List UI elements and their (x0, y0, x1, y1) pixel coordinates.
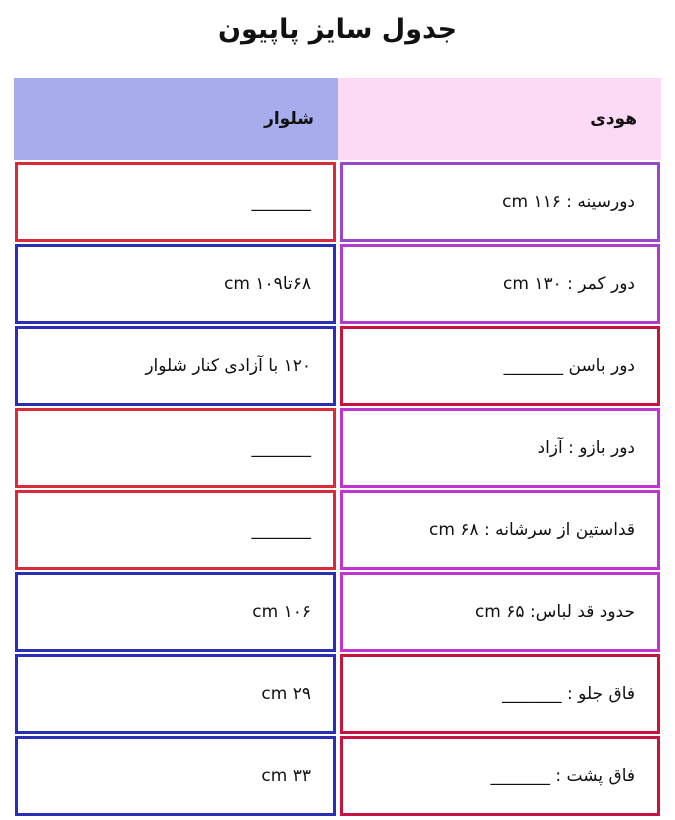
pants-cell-4: _______ (15, 408, 336, 488)
pants-cell-1: _______ (15, 162, 336, 242)
hoodie-cell-1: دورسینه : ۱۱۶ cm (340, 162, 660, 242)
hoodie-cell-5: قداستین از سرشانه : ۶۸ cm (340, 490, 660, 570)
page-title: جدول سایز پاپیون (217, 14, 458, 45)
pants-cell-3: ۱۲۰ با آزادی کنار شلوار (15, 326, 336, 406)
pants-cell-5: _______ (15, 490, 336, 570)
hoodie-cell-4: دور بازو : آزاد (340, 408, 660, 488)
header-hoodie: هودی (338, 78, 661, 160)
hoodie-cell-3: دور باسن _______ (340, 326, 660, 406)
hoodie-cell-7: فاق جلو : _______ (340, 654, 660, 734)
header-pants: شلوار (14, 78, 338, 160)
pants-cell-7: ۲۹ cm (15, 654, 336, 734)
pants-cell-6: ۱۰۶ cm (15, 572, 336, 652)
hoodie-cell-2: دور کمر : ۱۳۰ cm (340, 244, 660, 324)
hoodie-cell-8: فاق پشت : _______ (340, 736, 660, 816)
hoodie-cell-6: حدود قد لباس: ۶۵ cm (340, 572, 660, 652)
size-table (14, 78, 661, 820)
pants-cell-8: ۳۳ cm (15, 736, 336, 816)
pants-cell-2: ۶۸تا۱۰۹ cm (15, 244, 336, 324)
